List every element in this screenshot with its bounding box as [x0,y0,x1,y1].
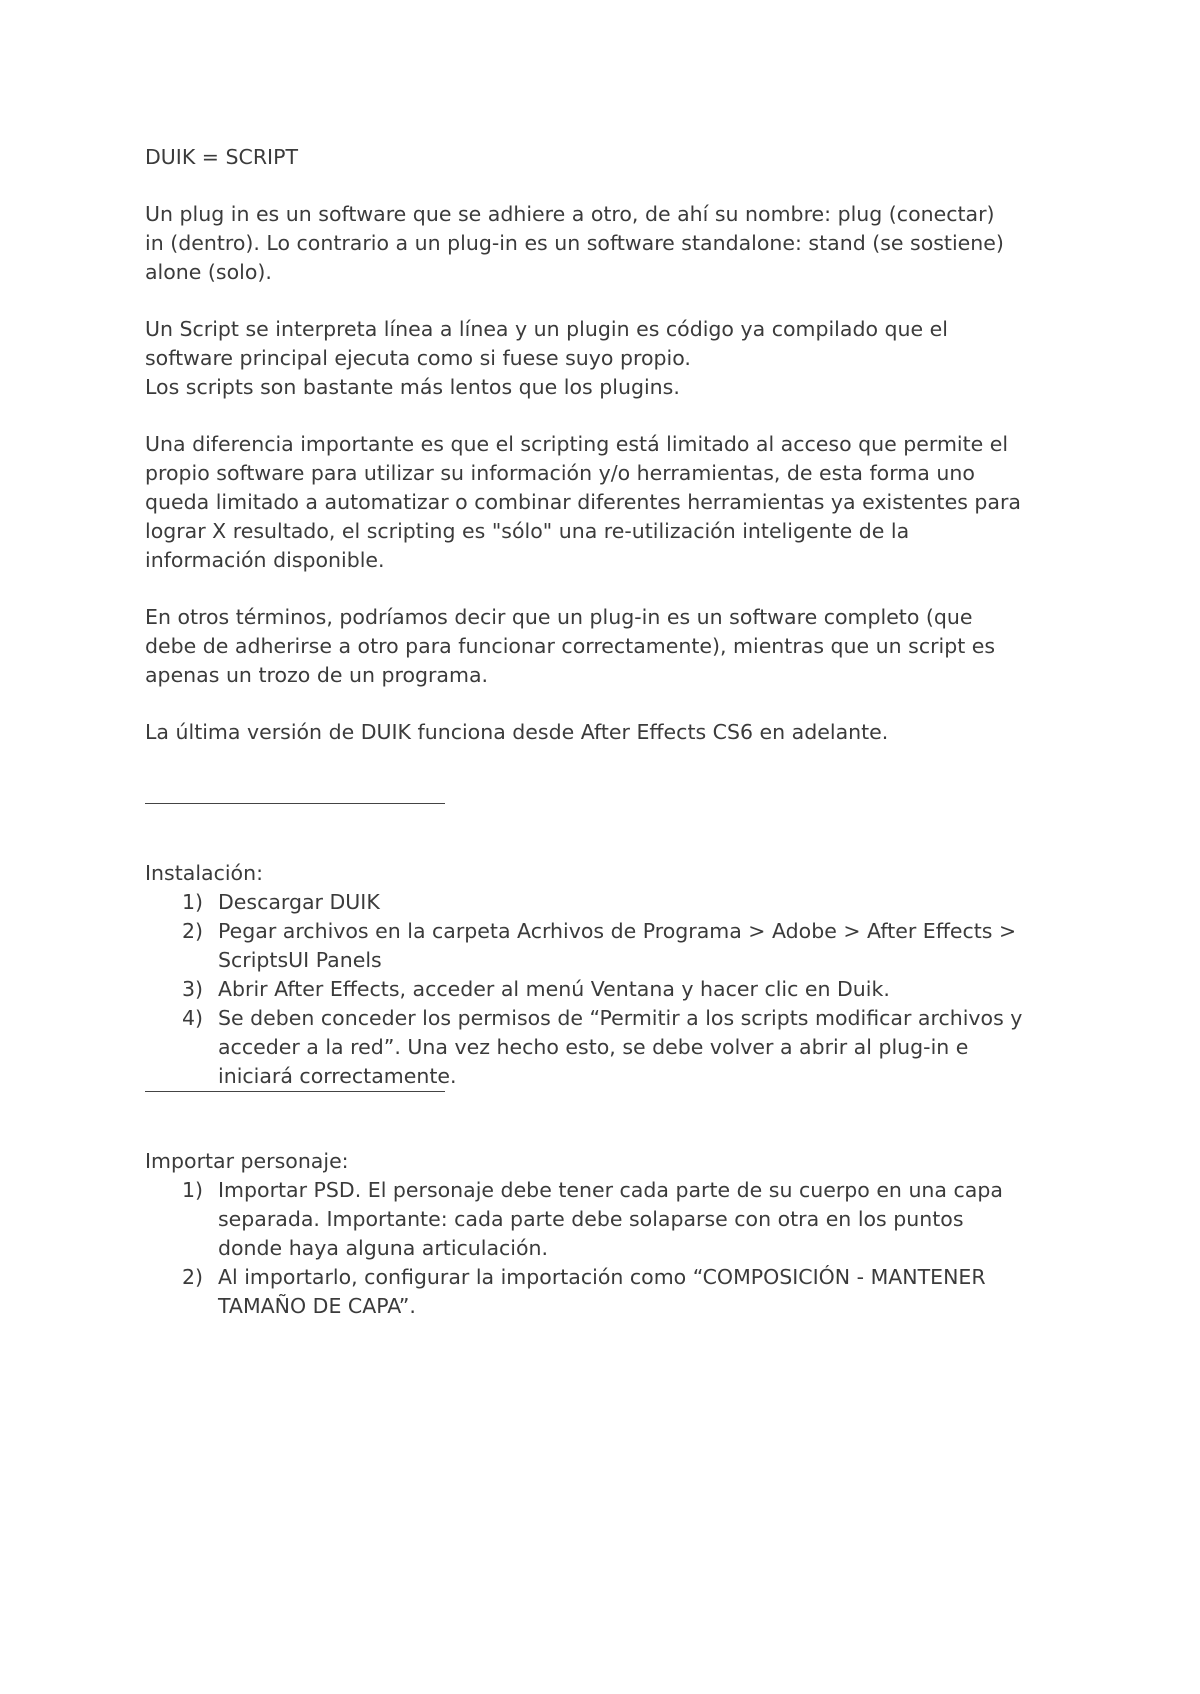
difference-line: queda limitado a automatizar o combinar diferentes herramientas ya existentes para [145,490,1021,514]
import-steps [145,1176,1065,1321]
step-number: 2) [182,1265,204,1289]
intro-line: in (dentro). Lo contrario a un plug-in es un software standalone: stand (se sostiene) [145,231,1004,255]
step-line: acceder a la red”. Una vez hecho esto, se debe volver a abrir al plug-in e [218,1035,969,1059]
installation-steps [145,888,1065,1091]
installation-heading: Instalación: [145,861,263,885]
difference-line: información disponible. [145,548,385,572]
difference-line: Una diferencia importante es que el scripting está limitado al acceso que permite el [145,432,1009,456]
step-line: ScriptsUI Panels [218,948,382,972]
difference-paragraph [145,430,1065,575]
spacer [145,804,1065,859]
import-section [145,1147,1065,1321]
spacer [145,1092,1065,1147]
terms-line: debe de adherirse a otro para funcionar correctamente), mientras que un script es [145,634,996,658]
terms-line: apenas un trozo de un programa. [145,663,489,687]
difference-line: propio software para utilizar su información y/o herramientas, de esta forma uno [145,461,975,485]
document-title: DUIK = SCRIPT [145,145,298,169]
terms-line: En otros términos, podríamos decir que un plug-in es un software completo (que [145,605,973,629]
script-paragraph [145,315,1065,402]
document-page [145,143,1065,1321]
version-paragraph: La última versión de DUIK funciona desde After Effects CS6 en adelante. [145,720,889,744]
step-line: Al importarlo, configurar la importación como “COMPOSICIÓN - MANTENER [218,1265,986,1289]
step-line: Abrir After Effects, acceder al menú Ventana y hacer clic en Duik. [218,977,890,1001]
list-item [145,917,1065,975]
list-item [145,888,1065,917]
intro-line: Un plug in es un software que se adhiere a otro, de ahí su nombre: plug (conectar) [145,202,995,226]
installation-section [145,859,1065,1091]
step-line: donde haya alguna articulación. [218,1236,549,1260]
step-line: TAMAÑO DE CAPA”. [218,1294,416,1318]
step-number: 1) [182,1178,204,1202]
list-item [145,1263,1065,1321]
step-number: 2) [182,919,204,943]
intro-line: alone (solo). [145,260,272,284]
script-line: software principal ejecuta como si fuese suyo propio. [145,346,691,370]
step-line: separada. Importante: cada parte debe solaparse con otra en los puntos [218,1207,964,1231]
terms-paragraph [145,603,1065,690]
step-line: Pegar archivos en la carpeta Acrhivos de Programa > Adobe > After Effects > [218,919,1017,943]
difference-line: lograr X resultado, el scripting es "sólo" una re-utilización inteligente de la [145,519,910,543]
script-line: Un Script se interpreta línea a línea y un plugin es código ya compilado que el [145,317,948,341]
step-line: iniciará correctamente. [218,1064,457,1088]
list-item [145,1004,1065,1091]
step-number: 4) [182,1006,204,1030]
step-line: Importar PSD. El personaje debe tener cada parte de su cuerpo en una capa [218,1178,1003,1202]
step-number: 1) [182,890,204,914]
step-line: Descargar DUIK [218,890,380,914]
import-heading: Importar personaje: [145,1149,349,1173]
script-line: Los scripts son bastante más lentos que los plugins. [145,375,680,399]
list-item [145,1176,1065,1263]
list-item [145,975,1065,1004]
step-line: Se deben conceder los permisos de “Permitir a los scripts modificar archivos y [218,1006,1023,1030]
intro-paragraph [145,200,1065,287]
spacer [145,775,1065,803]
step-number: 3) [182,977,204,1001]
